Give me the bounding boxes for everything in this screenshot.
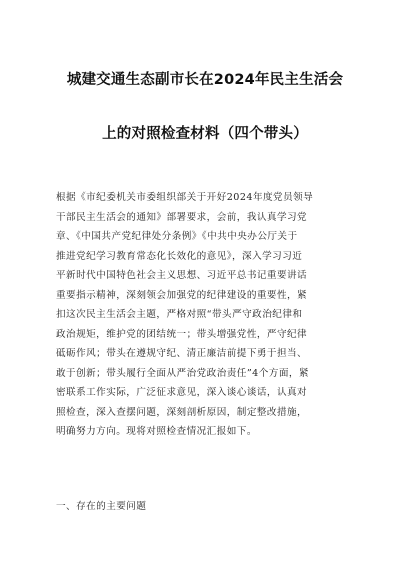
- body-line: 推进党纪学习教育常态化长效化的意见》，深入学习习近: [56, 250, 303, 262]
- body-line: 平新时代中国特色社会主义思想、习近平总书记重要讲话: [56, 270, 308, 281]
- body-line: 重要指示精神，深刻领会加强党的纪律建设的重要性，紧: [56, 289, 308, 301]
- body-paragraph: [56, 188, 362, 442]
- section-heading: 一、存在的主要问题: [56, 501, 147, 512]
- document-title-line-1: 城建交通生态副市长在2024年民主生活会: [66, 72, 344, 88]
- body-line: 政治规矩，维护党的团结统一；带头增强党性，严守纪律: [56, 328, 308, 340]
- body-line: 章、《中国共产党纪律处分条例》《中共中央办公厅关于: [56, 231, 298, 242]
- body-line: 敢于创新；带头履行全面从严治党政治责任”4个方面，紧: [56, 367, 309, 379]
- body-line: 明确努力方向。现将对照检查情况汇报如下。: [56, 426, 257, 437]
- body-line: 扣这次民主生活会主题，严格对照“带头严守政治纪律和: [56, 309, 303, 320]
- document-title-line-2: 上的对照检查材料（四个带头）: [102, 126, 308, 142]
- body-line: 砥砺作风；带头在遵规守纪、清正廉洁前提下勇于担当、: [56, 348, 308, 359]
- body-line: 干部民主生活会的通知》部署要求，会前，我认真学习党: [56, 211, 308, 223]
- body-line: 密联系工作实际，广泛征求意见，深入谈心谈话，认真对: [56, 387, 308, 398]
- body-line: 照检查，深入查摆问题，深刻剖析原因，制定整改措施，: [56, 406, 308, 418]
- body-line: 根据《市纪委机关市委组织部关于开好2024年度党员领导: [56, 192, 314, 203]
